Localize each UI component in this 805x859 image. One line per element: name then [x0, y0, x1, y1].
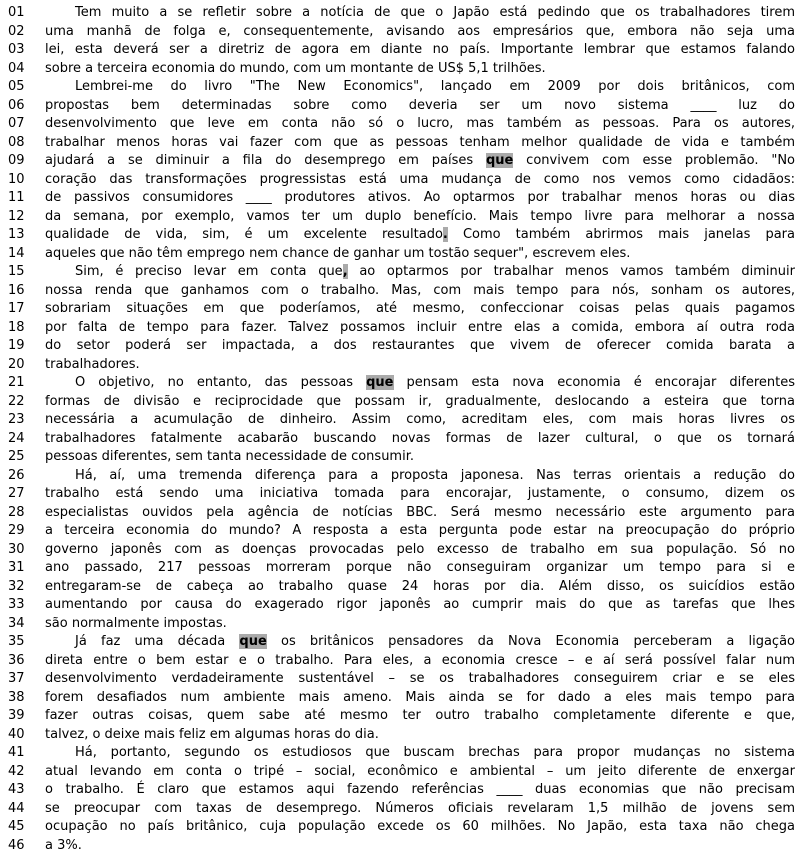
line-number: 12 — [8, 208, 25, 224]
text-line — [8, 670, 795, 689]
line-number: 08 — [8, 134, 25, 150]
text-line — [8, 559, 795, 578]
text-segment: O objetivo, no entanto, das pessoas — [75, 375, 367, 390]
line-text — [45, 60, 795, 79]
text-line — [8, 837, 795, 856]
line-number: 27 — [8, 486, 25, 501]
text-segment: pessoas diferentes, sem tanta necessidade de consumir. — [45, 449, 414, 464]
line-text — [45, 559, 795, 578]
text-line — [8, 393, 795, 412]
text-line — [8, 596, 795, 615]
line-number: 39 — [8, 708, 25, 723]
text-segment: sobrariam situações em que poderíamos, até mesmo, confeccionar coisas pelas quais pagamos — [45, 301, 795, 316]
line-number: 42 — [8, 763, 25, 779]
text-segment: trabalho está sendo uma iniciativa tomada para encorajar, justamente, o consumo, dizem os — [45, 486, 795, 501]
line-number: 24 — [8, 430, 25, 446]
text-segment: fazer outras coisas, quem sabe até mesmo ter outro trabalho completamente diferente e que, — [45, 708, 795, 723]
text-line — [8, 337, 795, 356]
text-line — [8, 41, 795, 60]
text-line — [8, 97, 795, 116]
line-text — [45, 41, 795, 60]
line-number: 38 — [8, 689, 25, 705]
line-text — [45, 578, 795, 597]
line-text — [45, 726, 795, 745]
line-text — [45, 485, 795, 504]
text-segment: a terceira economia do mundo? A resposta a esta pergunta pode estar na preocupação do próprio — [45, 523, 795, 538]
text-segment: o trabalho. É claro que estamos aqui fazendo referências ____ duas economias que não precisam — [45, 782, 795, 797]
line-text — [45, 837, 795, 856]
line-number: 26 — [8, 467, 25, 483]
line-text — [45, 23, 795, 42]
line-text — [45, 97, 795, 116]
line-number: 30 — [8, 541, 25, 557]
line-text — [45, 356, 795, 375]
text-segment: aqueles que não têm emprego nem chance de ganhar um tostão sequer", escrevem eles. — [45, 245, 631, 261]
text-segment: governo japonês com as doenças provocadas pelo excesso de trabalho em sua população. Só no — [45, 541, 795, 557]
line-text — [45, 448, 795, 467]
line-number: 14 — [8, 245, 25, 261]
text-segment: são normalmente impostas. — [45, 615, 227, 631]
text-line — [8, 171, 795, 190]
text-segment: necessária a acumulação de dinheiro. Assim como, acreditam eles, com mais horas livres os — [45, 412, 795, 427]
highlighted-word: . — [442, 227, 448, 242]
line-number: 02 — [8, 23, 25, 39]
text-segment: especialistas ouvidos pela agência de notícias BBC. Será mesmo necessário este argumento para — [45, 504, 795, 520]
text-segment: desenvolvimento verdadeiramente sustentável – se os trabalhadores conseguirem criar e se eles — [45, 671, 795, 686]
line-text — [45, 226, 795, 245]
text-line — [8, 467, 795, 486]
highlighted-word: que — [485, 153, 514, 168]
line-number: 46 — [8, 837, 25, 853]
text-segment: trabalhadores. — [45, 356, 140, 372]
text-line — [8, 319, 795, 338]
line-text — [45, 319, 795, 338]
text-segment: Tem muito a se refletir sobre a notícia de que o Japão está pedindo que os trabalhadores tirem — [75, 5, 795, 20]
line-text — [45, 171, 795, 190]
line-text — [45, 652, 795, 671]
line-number: 15 — [8, 264, 25, 279]
text-line — [8, 60, 795, 79]
text-line — [8, 282, 795, 301]
line-text — [45, 633, 795, 652]
line-text — [45, 263, 795, 282]
text-segment: talvez, o deixe mais feliz em algumas horas do dia. — [45, 726, 379, 742]
line-text — [45, 282, 795, 301]
text-segment: lei, esta deverá ser a diretriz de agora em diante no país. Importante lembrar que estamos falando — [45, 42, 795, 57]
line-number: 19 — [8, 338, 25, 353]
text-line — [8, 189, 795, 208]
text-line — [8, 4, 795, 23]
line-number: 10 — [8, 171, 25, 187]
text-segment: trabalhar menos horas vai fazer com que as pessoas tenham melhor qualidade de vida e também — [45, 134, 795, 150]
line-number: 45 — [8, 819, 25, 834]
text-line — [8, 411, 795, 430]
text-segment: os britânicos pensadores da Nova Economia perceberam a ligação — [266, 634, 795, 649]
text-line — [8, 800, 795, 819]
line-text — [45, 4, 795, 23]
line-text — [45, 763, 795, 782]
line-text — [45, 393, 795, 412]
line-text — [45, 208, 795, 227]
text-line — [8, 300, 795, 319]
text-segment: convivem com esse problemão. "No — [513, 153, 796, 168]
text-segment: ao optarmos por trabalhar menos vamos também diminuir — [347, 264, 795, 279]
line-number: 29 — [8, 523, 25, 538]
text-segment: pensam esta nova economia é encorajar diferentes — [393, 375, 795, 390]
text-segment: do setor poderá ser impactada, a dos restaurantes que vivem de oferecer comida barata a — [45, 338, 795, 353]
text-segment: coração das transformações progressistas está uma mudança de como nos vemos como cidadãos: — [45, 171, 795, 187]
line-number: 37 — [8, 671, 25, 686]
line-text — [45, 670, 795, 689]
line-number: 03 — [8, 42, 25, 57]
line-number: 28 — [8, 504, 25, 520]
line-text — [45, 707, 795, 726]
text-line — [8, 245, 795, 264]
text-line — [8, 578, 795, 597]
line-number: 44 — [8, 800, 25, 816]
text-segment: se preocupar com taxas de desemprego. Números oficiais revelaram 1,5 milhão de jovens sem — [45, 800, 795, 816]
text-line — [8, 152, 795, 171]
text-segment: ocupação no país britânico, cuja população excede os 60 milhões. No Japão, esta taxa não chega — [45, 819, 795, 834]
line-text — [45, 300, 795, 319]
text-line — [8, 356, 795, 375]
line-number: 36 — [8, 652, 25, 668]
highlighted-word: , — [342, 264, 348, 279]
line-text — [45, 374, 795, 393]
line-number: 01 — [8, 5, 25, 20]
line-number: 16 — [8, 282, 25, 298]
line-text — [45, 411, 795, 430]
text-segment: sobre a terceira economia do mundo, com um montante de US$ 5,1 trilhões. — [45, 60, 546, 76]
text-line — [8, 707, 795, 726]
line-text — [45, 337, 795, 356]
text-segment: forem desafiados num ambiente mais ameno. Mais ainda se for dado a eles mais tempo para — [45, 689, 795, 705]
text-segment: trabalhadores fatalmente acabarão buscando novas formas de lazer cultural, o que os tornará — [45, 430, 795, 446]
text-segment: Já faz uma década — [75, 634, 240, 649]
line-text — [45, 800, 795, 819]
text-line — [8, 541, 795, 560]
line-number: 20 — [8, 356, 25, 372]
text-line — [8, 374, 795, 393]
text-line — [8, 115, 795, 134]
text-line — [8, 818, 795, 837]
text-line — [8, 504, 795, 523]
line-number: 05 — [8, 79, 25, 94]
text-segment: formas de divisão e reciprocidade que possam ir, gradualmente, deslocando a esteira que torna — [45, 393, 795, 409]
text-segment: Há, aí, uma tremenda diferença para a proposta japonesa. Nas terras orientais a redução do — [75, 467, 795, 483]
line-number: 11 — [8, 190, 25, 205]
text-segment: entregaram-se de cabeça ao trabalho quase 24 horas por dia. Além disso, os suicídios estão — [45, 578, 795, 594]
text-segment: da semana, por exemplo, vamos ter um duplo benefício. Mais tempo livre para melhorar a nossa — [45, 208, 795, 224]
line-number: 43 — [8, 782, 25, 797]
text-line — [8, 134, 795, 153]
line-text — [45, 430, 795, 449]
text-line — [8, 781, 795, 800]
text-line — [8, 78, 795, 97]
text-line — [8, 226, 795, 245]
text-segment: propostas bem determinadas sobre como deveria ser um novo sistema ____ luz do — [45, 97, 795, 113]
line-text — [45, 245, 795, 264]
text-line — [8, 208, 795, 227]
text-segment: desenvolvimento que leve em conta não só o lucro, mas também as pessoas. Para os autores, — [45, 116, 795, 131]
line-number: 25 — [8, 449, 25, 464]
line-number: 07 — [8, 116, 25, 131]
text-segment: direta entre o bem estar e o trabalho. Para eles, a economia cresce – e aí será possível falar num — [45, 652, 795, 668]
line-text — [45, 78, 795, 97]
line-text — [45, 115, 795, 134]
text-segment: de passivos consumidores ____ produtores ativos. Ao optarmos por trabalhar menos horas ou dias — [45, 190, 795, 205]
line-number: 13 — [8, 227, 25, 242]
text-segment: Como também abrirmos mais janelas para — [447, 227, 795, 242]
line-text — [45, 504, 795, 523]
text-segment: Sim, é preciso levar em conta que — [75, 264, 343, 279]
line-text — [45, 596, 795, 615]
line-text — [45, 615, 795, 634]
line-text — [45, 781, 795, 800]
line-number: 34 — [8, 615, 25, 631]
line-text — [45, 818, 795, 837]
line-text — [45, 522, 795, 541]
text-line — [8, 726, 795, 745]
line-number: 17 — [8, 301, 25, 316]
line-text — [45, 541, 795, 560]
line-number: 40 — [8, 726, 25, 742]
text-segment: atual levando em conta o tripé – social, econômico e ambiental – um jeito diferente de enxergar — [45, 763, 795, 779]
line-number: 31 — [8, 560, 25, 575]
text-line — [8, 744, 795, 763]
text-line — [8, 485, 795, 504]
line-number: 22 — [8, 393, 25, 409]
text-line — [8, 689, 795, 708]
line-number: 23 — [8, 412, 25, 427]
text-line — [8, 633, 795, 652]
text-line — [8, 448, 795, 467]
text-segment: aumentando por causa do exagerado rigor japonês ao cumprir mais do que as tarefas que lhes — [45, 597, 795, 612]
text-line — [8, 430, 795, 449]
line-number: 35 — [8, 634, 25, 649]
text-segment: uma manhã de folga e, consequentemente, avisando aos empresários que, embora não seja uma — [45, 23, 795, 39]
line-number: 06 — [8, 97, 25, 113]
line-number: 18 — [8, 319, 25, 335]
line-number: 21 — [8, 375, 25, 390]
line-number: 33 — [8, 597, 25, 612]
highlighted-word: que — [239, 634, 267, 649]
text-segment: nossa renda que ganhamos com o trabalho. Mas, com mais tempo para nós, sonham os autores, — [45, 282, 795, 298]
line-text — [45, 189, 795, 208]
text-line — [8, 652, 795, 671]
line-number: 04 — [8, 60, 25, 76]
line-number: 41 — [8, 745, 25, 760]
line-text — [45, 689, 795, 708]
text-segment: Lembrei-me do livro "The New Economics", lançado em 2009 por dois britânicos, com — [75, 79, 795, 94]
highlighted-word: que — [366, 375, 394, 390]
text-segment: por falta de tempo para fazer. Talvez possamos incluir entre elas a comida, embora aí outra roda — [45, 319, 795, 335]
text-segment: ano passado, 217 pessoas morreram porque não conseguiram organizar um tempo para si e — [45, 560, 795, 575]
text-line — [8, 763, 795, 782]
line-text — [45, 744, 795, 763]
line-text — [45, 152, 795, 171]
line-number: 32 — [8, 578, 25, 594]
text-line — [8, 23, 795, 42]
text-segment: ajudará a se diminuir a fila do desemprego em países — [45, 153, 486, 168]
text-segment: Há, portanto, segundo os estudiosos que buscam brechas para propor mudanças no sistema — [75, 745, 795, 760]
text-line — [8, 522, 795, 541]
text-segment: qualidade de vida, sim, é um excelente resultado — [45, 227, 443, 242]
text-line — [8, 615, 795, 634]
text-line — [8, 263, 795, 282]
line-text — [45, 134, 795, 153]
line-text — [45, 467, 795, 486]
text-segment: a 3%. — [45, 837, 82, 853]
line-number: 09 — [8, 153, 25, 168]
